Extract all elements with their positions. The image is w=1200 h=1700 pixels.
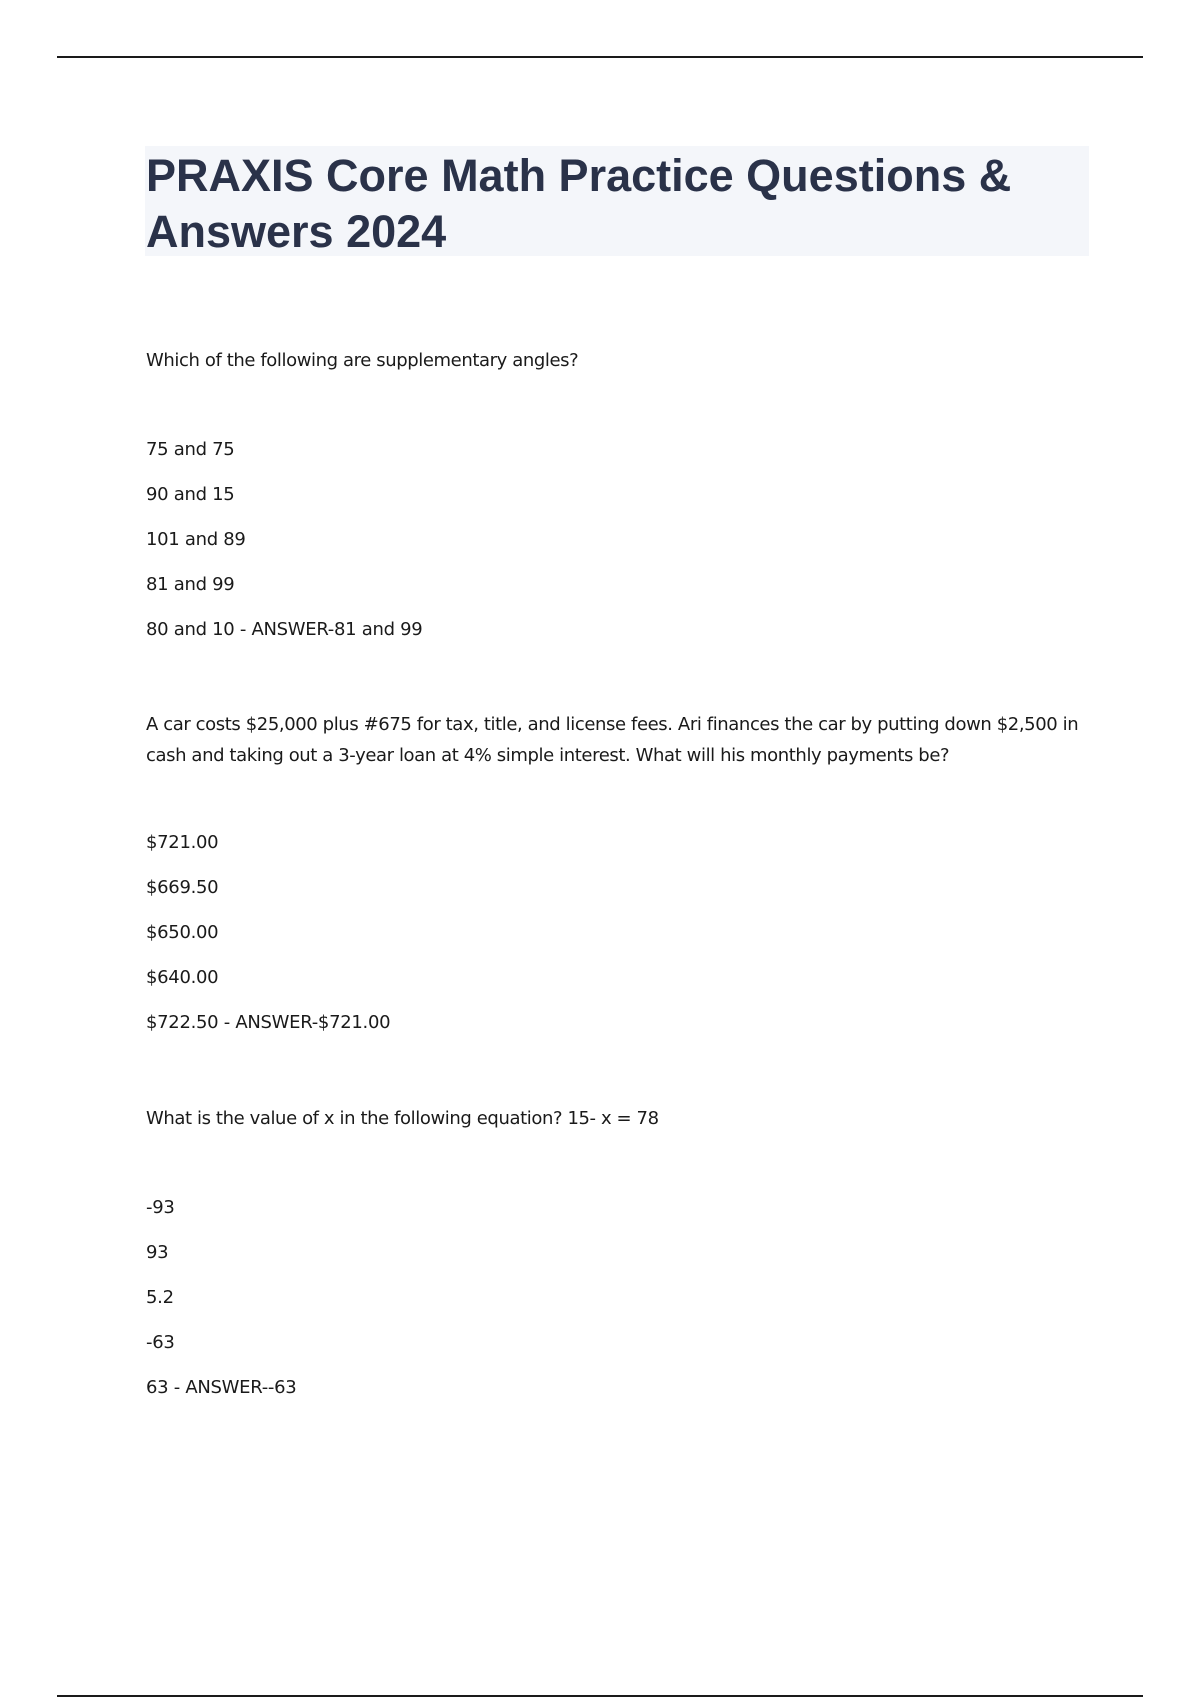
answer-choice: 101 and 89 bbox=[146, 529, 246, 550]
answer-choice-with-answer: 80 and 10 - ANSWER-81 and 99 bbox=[146, 619, 423, 640]
answer-choices bbox=[146, 1196, 296, 1421]
answer-choice: $640.00 bbox=[146, 967, 219, 988]
question-text: Which of the following are supplementary angles? bbox=[146, 350, 579, 371]
bottom-rule bbox=[57, 1695, 1143, 1697]
answer-choice-with-answer: 63 - ANSWER--63 bbox=[146, 1377, 297, 1398]
answer-choice: 75 and 75 bbox=[146, 439, 235, 460]
top-rule bbox=[57, 56, 1143, 58]
answer-choice: 5.2 bbox=[146, 1287, 174, 1308]
answer-choice: $650.00 bbox=[146, 922, 219, 943]
answer-choice: $721.00 bbox=[146, 832, 219, 853]
answer-choice: -63 bbox=[146, 1332, 175, 1353]
question-block-3 bbox=[146, 1103, 1086, 1398]
question-text: A car costs $25,000 plus #675 for tax, title, and license fees. Ari finances the car by putting down $2,500 in cash and taking out a 3-year loan at 4% simple interest. What will his monthly payments be? bbox=[146, 714, 1079, 766]
question-block-1 bbox=[146, 345, 1086, 640]
answer-choice: 81 and 99 bbox=[146, 574, 235, 595]
answer-choice: $669.50 bbox=[146, 877, 219, 898]
question-text: What is the value of x in the following equation? 15- x = 78 bbox=[146, 1108, 659, 1129]
answer-choices bbox=[146, 438, 422, 663]
answer-choice: 93 bbox=[146, 1242, 169, 1263]
answer-choice: -93 bbox=[146, 1197, 175, 1218]
document-title: PRAXIS Core Math Practice Questions & Answers 2024 bbox=[146, 150, 1012, 257]
answer-choices bbox=[146, 831, 390, 1056]
question-block-2 bbox=[146, 709, 1086, 1033]
answer-choice: 90 and 15 bbox=[146, 484, 235, 505]
answer-choice-with-answer: $722.50 - ANSWER-$721.00 bbox=[146, 1012, 391, 1033]
